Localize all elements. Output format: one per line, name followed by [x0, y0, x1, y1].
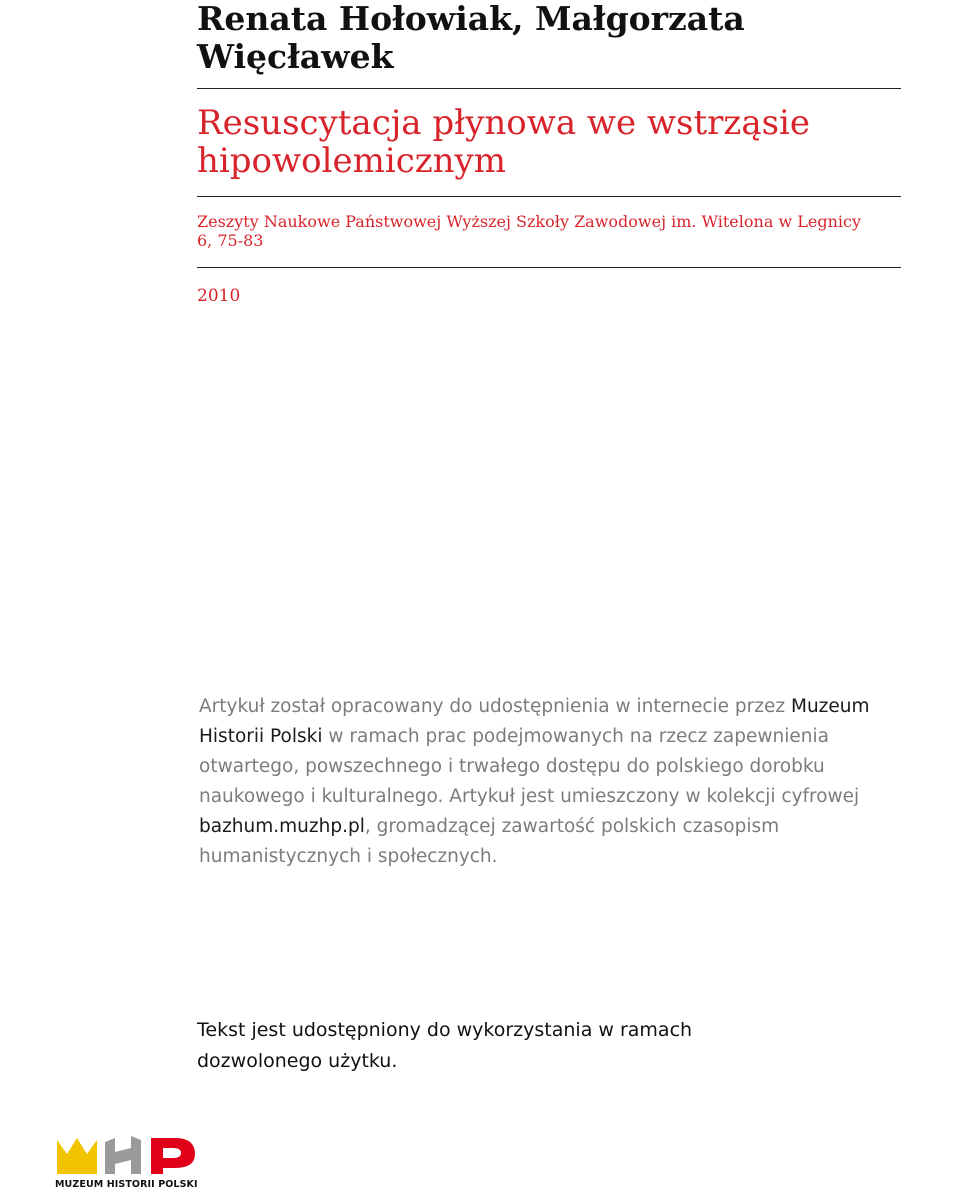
article-title: Resuscytacja płynowa we wstrząsie hipowolemicznym [197, 103, 811, 181]
divider-3 [197, 267, 901, 268]
usage-notice: Tekst jest udostępniony do wykorzystania w ramach dozwolonego użytku. [197, 1019, 693, 1072]
notice-text-1: Artykuł został opracowany do udostępnienia w internecie przez [199, 696, 786, 717]
logo-caption: MUZEUM HISTORII POLSKI [55, 1179, 198, 1190]
notice-text-3: , gromadzącej zawartość polskich czasopism humanistycznych i społecznych. [199, 816, 780, 867]
source-citation: Zeszyty Naukowe Państwowej Wyższej Szkoły Zawodowej im. Witelona w Legnicy 6, 75-83 [197, 212, 861, 250]
publication-year: 2010 [197, 286, 241, 306]
availability-notice [199, 692, 899, 872]
divider-2 [197, 196, 901, 197]
museum-name: Muzeum Historii Polski [199, 696, 870, 747]
divider-1 [197, 88, 901, 89]
authors: Renata Hołowiak, Małgorzata Więcławek [197, 0, 745, 76]
notice-text-2: w ramach prac podejmowanych na rzecz zapewnienia otwartego, powszechnego i trwałego dostępu do polskiego dorobku naukowego i kulturalnego. Artykuł jest umieszczony w kolekcji cyfrowej [199, 726, 860, 807]
bazhum-link[interactable]: bazhum.muzhp.pl [199, 816, 365, 837]
